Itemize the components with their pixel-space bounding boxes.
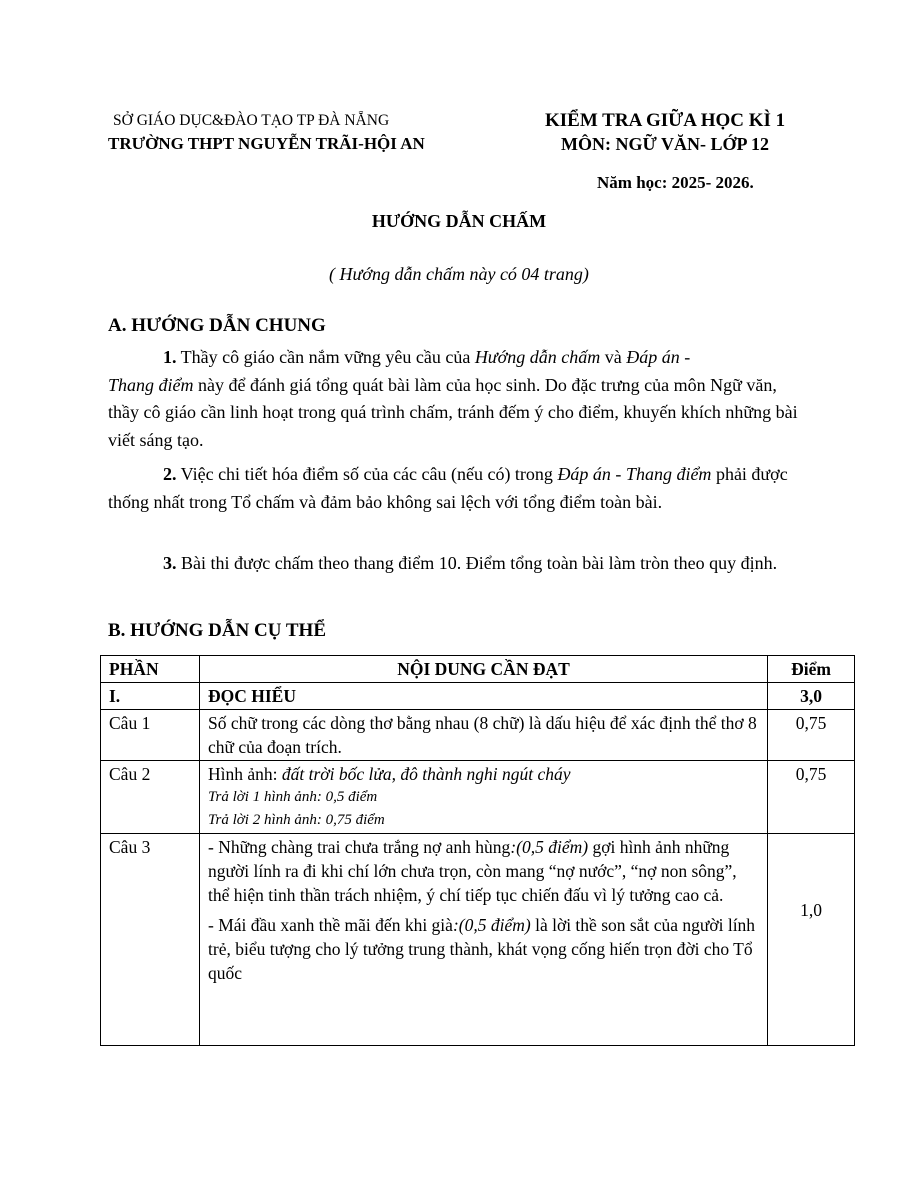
question-label: Câu 2 <box>101 761 200 834</box>
section-b-heading: B. HƯỚNG DẪN CỤ THỂ <box>108 620 326 641</box>
school-year: Năm học: 2025- 2026. <box>597 173 754 192</box>
table-row-part <box>101 683 855 710</box>
question-answer <box>200 834 768 1046</box>
document-title: HƯỚNG DẪN CHẤM <box>371 211 547 231</box>
grading-table <box>100 655 855 1046</box>
question-score: 0,75 <box>768 761 855 834</box>
question-score: 1,0 <box>768 834 855 1046</box>
column-header-part: PHẦN <box>101 656 200 683</box>
paragraph-number: 3. <box>163 553 177 573</box>
part-number: I. <box>101 683 200 710</box>
section-a-heading: A. HƯỚNG DẪN CHUNG <box>108 315 326 336</box>
exam-title: KIỂM TRA GIỮA HỌC KÌ 1 <box>545 110 786 131</box>
department-name: SỞ GIÁO DỤC&ĐÀO TẠO TP ĐÀ NẴNG <box>113 112 390 129</box>
question-answer: Số chữ trong các dòng thơ bằng nhau (8 chữ) là dấu hiệu để xác định thể thơ 8 chữ của đoạn trích. <box>200 710 768 761</box>
column-header-score: Điểm <box>768 656 855 683</box>
paragraph-number: 1. <box>163 347 177 367</box>
answer-point: - Mái đầu xanh thề mãi đến khi già:(0,5 điểm) là lời thề son sắt của người lính trẻ, biểu tượng cho lý tưởng trung thành, khát vọng cống hiến trọn đời cho Tổ quốc <box>208 915 756 983</box>
question-score: 0,75 <box>768 710 855 761</box>
table-row <box>101 834 855 1046</box>
subject-line: MÔN: NGỮ VĂN- LỚP 12 <box>561 134 769 154</box>
scoring-note: Trả lời 2 hình ảnh: 0,75 điểm <box>208 812 385 828</box>
question-answer: Hình ảnh: đất trời bốc lửa, đô thành nghi ngút cháy Trả lời 1 hình ảnh: 0,5 điểm Trả lời 2 hình ảnh: 0,75 điểm <box>200 761 768 834</box>
table-row <box>101 710 855 761</box>
table-header-row <box>101 656 855 683</box>
paragraph-number: 2. <box>163 464 177 484</box>
question-label: Câu 3 <box>101 834 200 1046</box>
scoring-note: Trả lời 1 hình ảnh: 0,5 điểm <box>208 789 378 805</box>
guideline-paragraph-2: 2. Việc chi tiết hóa điểm số của các câu (nếu có) trong Đáp án - Thang điểm phải được thống nhất trong Tổ chấm và đảm bảo không sai lệch với tổng điểm toàn bài. <box>108 464 788 512</box>
guideline-paragraph-1: 1. Thầy cô giáo cần nắm vững yêu cầu của Hướng dẫn chấm và Đáp án - Thang điểm này để đánh giá tổng quát bài làm của học sinh. Do đặc trưng của môn Ngữ văn, thầy cô giáo cần linh hoạt trong quá trình chấm, tránh đếm ý cho điểm, khuyến khích những bài viết sáng tạo. <box>108 347 798 450</box>
guideline-paragraph-3: 3. Bài thi được chấm theo thang điểm 10. Điểm tổng toàn bài làm tròn theo quy định. <box>163 553 778 573</box>
column-header-content: NỘI DUNG CẦN ĐẠT <box>200 656 768 683</box>
document-subtitle: ( Hướng dẫn chấm này có 04 trang) <box>329 264 589 284</box>
table-row <box>101 761 855 834</box>
part-score: 3,0 <box>768 683 855 710</box>
part-title: ĐỌC HIỂU <box>200 683 768 710</box>
school-name: TRƯỜNG THPT NGUYỄN TRÃI-HỘI AN <box>108 134 425 153</box>
question-label: Câu 1 <box>101 710 200 761</box>
answer-point: - Những chàng trai chưa trắng nợ anh hùng:(0,5 điểm) gợi hình ảnh những người lính ra đi khi chí lớn chưa trọn, còn mang “nợ nước”, “nợ non sông”, thể hiện tinh thần trách nhiệm, ý chí tiếp tục chiến đấu vì lý tưởng cao cả. <box>208 837 737 905</box>
